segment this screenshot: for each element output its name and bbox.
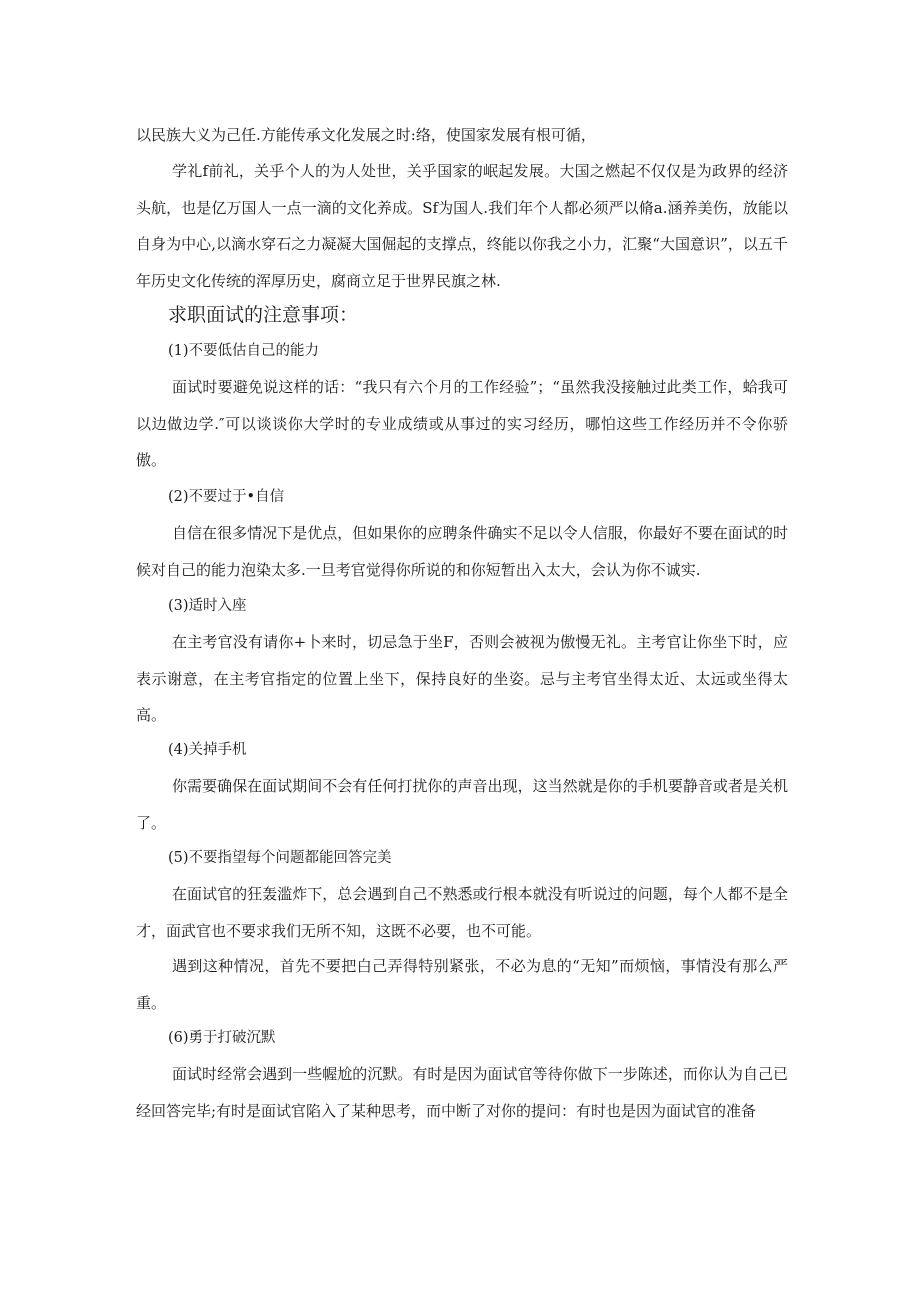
- item-heading: (4)关掉手机: [168, 742, 247, 758]
- paragraph: 你需要确保在面试期间不会有任何打扰你的声音出现，这当然就是你的手机要静音或者是关机了。: [136, 777, 788, 832]
- paragraph: 在主考官没有请你+卜来时，切忌急于坐F，否则会被视为傲慢无礼。主考官让你坐下时，应表示谢意，在主考官指定的位置上坐下，保持良好的坐姿。忌与主考官坐得太近、太远或坐得太高。: [136, 633, 788, 724]
- item-heading: (6)勇于打破沉默: [168, 1030, 276, 1046]
- paragraph: 学礼f前礼，关乎个人的为人处世，关乎国家的岷起发展。大国之燃起不仅仅是为政界的经济头航，也是亿万国人一点一滴的文化养成。Sf为国人.我们年个人都必须严以脩a.涵养美伤，放能以自身为中心,以滴水穿石之力凝凝大国倔起的支撑点，终能以你我之小力，汇聚“大国意识”，以五千年历史文化传统的浑厚历史，腐商立足于世界民旗之林.: [136, 162, 788, 290]
- item-heading: (3)适时入座: [168, 598, 247, 614]
- section-title: 求职面试的注意事项：: [168, 304, 359, 326]
- item-heading: (2)不要过于•自信: [168, 489, 285, 505]
- paragraph: 在面试官的狂轰滥炸下，总会遇到自己不熟悉或行根本就没有听说过的问题，每个人都不是全才，面武官也不要求我们无所不知，这既不必要，也不可能。: [136, 885, 788, 940]
- item-heading: (5)不要指望每个问题都能回答完美: [168, 850, 392, 866]
- item-heading: (1)不要低估自己的能力: [168, 343, 320, 359]
- paragraph: 遇到这种情况，首先不要把白己弄得特别紧张，不必为息的“无知”而烦恼，事情没有那么严重。: [136, 957, 788, 1012]
- paragraph: 面试时经常会遇到一些幄尬的沉默。有时是因为面试官等待你做下一步陈述，而你认为自己已经回答完毕;有时是面试官陷入了某种思考，而中断了对你的提问：有时也是因为面试官的准备: [136, 1065, 788, 1120]
- paragraph: 以民族大义为己任.方能传承文化发展之时:络，使国家发展有根可循，: [136, 126, 596, 144]
- paragraph: 面试时要避免说这样的话：“我只有六个月的工作经验”；“虽然我没接触过此类工作，蛤我可以边做边学.″可以谈谈你大学时的专业成绩或从事过的实习经历，哪怕这些工作经历并不令你骄傲。: [136, 378, 788, 469]
- paragraph: 自信在很多情况下是优点，但如果你的应聘条件确实不足以令人信服，你最好不要在面试的时候对自己的能力泡染太多.一旦考官觉得你所说的和你短暂出入太大，会认为你不诚实.: [136, 524, 788, 579]
